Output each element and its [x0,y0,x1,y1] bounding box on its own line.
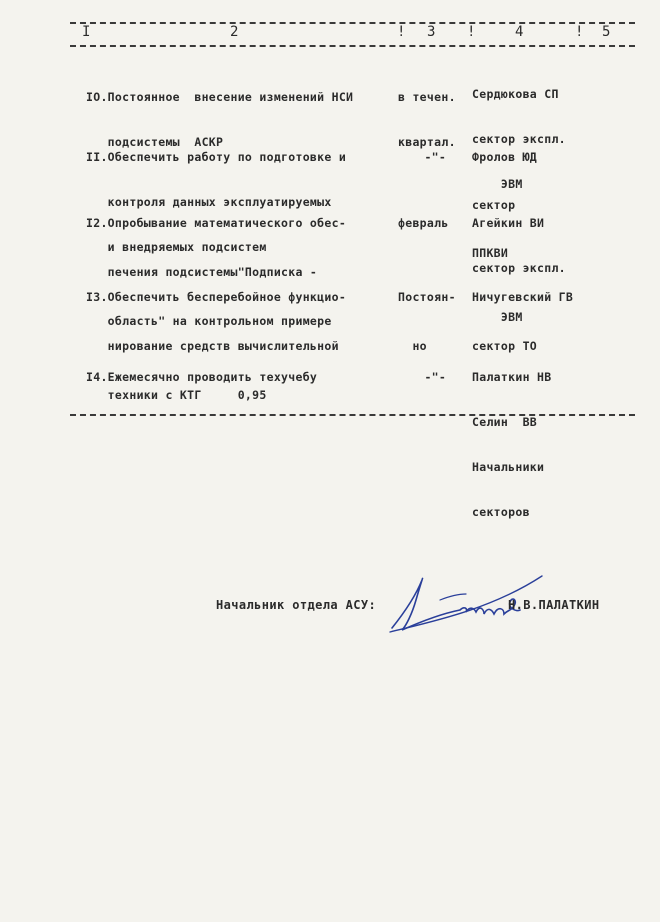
responsible-13: Ничугевский ГВ сектор ТО [472,290,574,353]
task-12: I2.Опробывание математического обес- печения подсистемы"Подписка - область" на контрольном примере [86,216,347,328]
header-separator-1: ! [397,24,406,40]
deadline-10: в течен. квартал. [398,90,456,149]
responsible-14: Палаткин НВ Селин ВВ Начальники секторов [472,370,552,519]
responsible-10: Сердюкова СП сектор экспл. ЭВМ [472,87,566,191]
deadline-13: Постоян- но [398,290,456,353]
task-14: I4.Ежемесячно проводить техучебу [86,370,318,384]
responsible-11: Фролов ЮД сектор ППКВИ [472,150,538,260]
bottom-divider [70,414,635,416]
responsible-12: Агейкин ВИ сектор экспл. ЭВМ [472,216,566,324]
header-separator-3: ! [575,24,584,40]
signature-label: Начальник отдела АСУ: [216,598,377,612]
header-col-2: 2 [230,24,239,40]
top-divider [70,22,635,24]
header-divider [70,45,635,47]
task-10: IO.Постоянное внесение изменений НСИ подсистемы АСКР [86,90,354,149]
deadline-14: -"- [410,370,447,384]
task-11: II.Обеспечить работу по подготовке и контроля данных эксплуатируемых и внедряемых подсистем [86,150,347,254]
deadline-12: февраль [398,216,449,230]
signatory-name: Н.В.ПАЛАТКИН [508,598,600,612]
header-col-1: I [82,24,91,40]
header-col-5: 5 [602,24,611,40]
header-separator-2: ! [467,24,476,40]
task-13: I3.Обеспечить бесперебойное функцио- нирование средств вычислительной техники с КТГ 0,95 [86,290,347,402]
header-col-4: 4 [515,24,524,40]
header-col-3: 3 [427,24,436,40]
deadline-11: -"- [410,150,447,164]
